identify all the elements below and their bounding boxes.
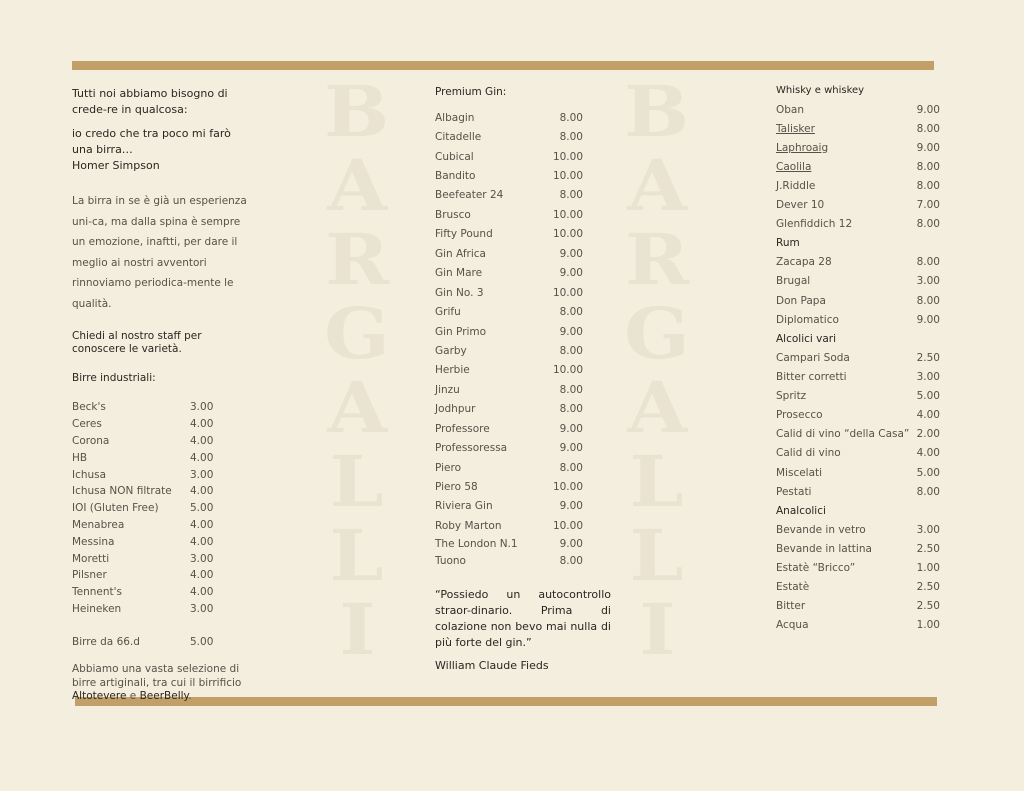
beer-price: 3.00	[190, 602, 214, 615]
watermark-letter: G	[324, 292, 390, 375]
spirit-row	[776, 176, 940, 195]
beer-price: 4.00	[190, 451, 214, 464]
spirit-row	[776, 520, 940, 539]
gin-name: Gin Mare	[435, 267, 483, 280]
gin-name: Grifu	[435, 306, 461, 319]
spirit-price: 4.00	[916, 409, 940, 422]
homer-quote	[72, 86, 250, 174]
watermark-left	[312, 70, 402, 671]
beer-row	[72, 483, 250, 500]
gin-name: Cubical	[435, 150, 474, 163]
gin-name: Piero 58	[435, 481, 478, 494]
spirit-row	[776, 157, 940, 176]
spirit-price: 3.00	[916, 275, 940, 288]
spirit-price: 8.00	[916, 218, 940, 231]
spirit-name: Estatè “Bricco”	[776, 562, 856, 575]
watermark-letter: L	[629, 440, 685, 523]
gin-row	[435, 166, 611, 185]
gin-name: Albagin	[435, 111, 475, 124]
spirit-name: Caolila	[776, 160, 812, 173]
gin-price: 9.00	[559, 442, 583, 455]
beer-name: Menabrea	[72, 518, 125, 531]
gin-row	[435, 497, 611, 516]
gin-row	[435, 552, 611, 569]
beer-name: Pilsner	[72, 569, 107, 582]
watermark-letter: A	[327, 366, 387, 449]
gin-name: Citadelle	[435, 131, 482, 144]
beer-name: Messina	[72, 535, 115, 548]
beer-column	[72, 86, 250, 704]
gin-price: 8.00	[559, 554, 583, 567]
gin-name: Beefeater 24	[435, 189, 504, 202]
watermark-letter: R	[324, 218, 390, 301]
section-title: Rum	[776, 237, 800, 250]
beer-row	[72, 533, 250, 550]
spirit-name: Calid di vino	[776, 447, 841, 460]
spirit-name: Dever 10	[776, 199, 825, 212]
spirit-row	[776, 100, 940, 119]
spirit-price: 7.00	[916, 199, 940, 212]
beer-price: 3.00	[190, 401, 214, 414]
gin-name: Gin No. 3	[435, 286, 484, 299]
gin-column	[435, 86, 611, 672]
gin-price: 8.00	[559, 131, 583, 144]
gin-name: Brusco	[435, 208, 471, 221]
gin-row	[435, 438, 611, 457]
spirit-row	[776, 119, 940, 138]
watermark-right	[612, 70, 702, 671]
beer-price: 4.00	[190, 569, 214, 582]
gin-price: 9.00	[559, 267, 583, 280]
beer-price: 4.00	[190, 535, 214, 548]
beer-price: 5.00	[190, 502, 214, 515]
spirit-price: 4.00	[916, 447, 940, 460]
gin-price: 9.00	[559, 325, 583, 338]
craft-beer-note	[72, 663, 250, 704]
gin-price: 10.00	[552, 228, 583, 241]
gin-row	[435, 516, 611, 535]
watermark-letter: I	[338, 588, 376, 671]
gin-name: Herbie	[435, 364, 470, 377]
spirit-price: 2.50	[916, 581, 940, 594]
spirit-row	[776, 368, 940, 387]
watermark-letter: L	[329, 514, 385, 597]
gin-row	[435, 380, 611, 399]
gin-price: 8.00	[559, 189, 583, 202]
gin-price: 8.00	[559, 111, 583, 124]
gin-price: 9.00	[559, 500, 583, 513]
spirit-row	[776, 444, 940, 463]
craft-brand-beerbelly: BeerBelly	[139, 690, 189, 703]
spirit-row	[776, 578, 940, 597]
watermark-letter: B	[624, 70, 690, 153]
spirit-row	[776, 616, 940, 635]
gin-quote: “Possiedo un autocontrollo straor-dinario. Prima di colazione non bevo mai nulla di più forte del gin.”	[435, 588, 611, 649]
spirit-row	[776, 539, 940, 558]
beer-row	[72, 399, 250, 416]
spirit-name: Prosecco	[776, 409, 823, 422]
gin-name: The London N.1	[435, 537, 518, 550]
spirit-row	[776, 482, 940, 501]
gin-row	[435, 283, 611, 302]
watermark-letter: G	[624, 292, 690, 375]
gin-row	[435, 361, 611, 380]
gin-price: 10.00	[552, 170, 583, 183]
spirit-price: 8.00	[916, 256, 940, 269]
beer-row	[72, 601, 250, 618]
gin-heading: Premium Gin:	[435, 86, 507, 98]
gin-name: Tuono	[435, 554, 466, 567]
spirit-price: 2.50	[916, 351, 940, 364]
spirit-price: 8.00	[916, 294, 940, 307]
spirit-name: Zacapa 28	[776, 256, 832, 269]
spirit-price: 5.00	[916, 466, 940, 479]
gin-row	[435, 108, 611, 127]
gin-name: Jinzu	[435, 383, 460, 396]
gin-price: 8.00	[559, 344, 583, 357]
spirit-price: 8.00	[916, 122, 940, 135]
spirit-name: Glenfiddich 12	[776, 218, 853, 231]
gin-price: 9.00	[559, 537, 583, 550]
gin-row	[435, 147, 611, 166]
spirits-column	[776, 84, 940, 635]
spirit-row	[776, 272, 940, 291]
spirit-name: Don Papa	[776, 294, 826, 307]
gin-price: 10.00	[552, 364, 583, 377]
gin-name: Roby Marton	[435, 519, 502, 532]
gin-row	[435, 225, 611, 244]
gin-list	[435, 108, 611, 569]
watermark-letter: L	[329, 440, 385, 523]
spirit-row	[776, 291, 940, 310]
gin-row	[435, 477, 611, 496]
gin-name: Fifty Pound	[435, 228, 493, 241]
gin-name: Garby	[435, 344, 467, 357]
gin-price: 10.00	[552, 208, 583, 221]
spirit-name: Brugal	[776, 275, 811, 288]
beer-price: 4.00	[190, 518, 214, 531]
spirit-row	[776, 425, 940, 444]
spirit-row	[776, 253, 940, 272]
craft-text: Abbiamo una vasta selezione di birre artiginali, tra cui il birrificio	[72, 663, 242, 689]
staff-note: Chiedi al nostro staff per conoscere le varietà.	[72, 330, 202, 355]
spirit-row	[776, 463, 940, 482]
spirit-row	[776, 138, 940, 157]
watermark-letter: A	[627, 366, 687, 449]
spirit-price: 3.00	[916, 523, 940, 536]
spirit-name: Calid di vino “della Casa”	[776, 428, 910, 441]
beer-name: Ceres	[72, 418, 102, 431]
section-title: Whisky e whiskey	[776, 85, 865, 96]
top-divider-bar	[72, 61, 934, 70]
spirit-price: 2.50	[916, 600, 940, 613]
beer-price: 3.00	[190, 468, 214, 481]
beer-row	[72, 500, 250, 517]
gin-name: Piero	[435, 461, 461, 474]
beer-row	[72, 416, 250, 433]
gin-price: 8.00	[559, 461, 583, 474]
quote-line-2: io credo che tra poco mi farò una birra…	[72, 127, 231, 156]
beer-price: 4.00	[190, 485, 214, 498]
gin-name: Bandito	[435, 170, 476, 183]
spirit-row	[776, 559, 940, 578]
watermark-letter: B	[324, 70, 390, 153]
spirit-price: 9.00	[916, 141, 940, 154]
spirit-price: 8.00	[916, 160, 940, 173]
gin-price: 8.00	[559, 383, 583, 396]
beer-name: Moretti	[72, 552, 110, 565]
gin-quote-author: William Claude Fieds	[435, 659, 549, 672]
gin-name: Jodhpur	[435, 403, 476, 416]
spirit-name: Campari Soda	[776, 351, 850, 364]
spirit-row	[776, 215, 940, 234]
beer-price: 4.00	[190, 418, 214, 431]
gin-price: 8.00	[559, 403, 583, 416]
draft-name: Birre da 66.d	[72, 635, 140, 648]
gin-row	[435, 458, 611, 477]
spirit-price: 2.00	[916, 428, 940, 441]
gin-row	[435, 302, 611, 321]
beer-row	[72, 466, 250, 483]
spirit-price: 9.00	[916, 313, 940, 326]
draft-price: 5.00	[190, 635, 214, 648]
spirit-name: Oban	[776, 103, 805, 116]
quote-line-1: Tutti noi abbiamo bisogno di crede-re in qualcosa:	[72, 87, 228, 116]
beers-heading: Birre industriali:	[72, 372, 156, 384]
beer-row	[72, 433, 250, 450]
spirit-price: 2.50	[916, 542, 940, 555]
gin-price: 10.00	[552, 519, 583, 532]
gin-row	[435, 322, 611, 341]
spirit-name: J.Riddle	[776, 179, 816, 192]
spirit-name: Talisker	[776, 122, 815, 135]
spirit-name: Diplomatico	[776, 313, 839, 326]
beer-name: Heineken	[72, 602, 122, 615]
spirit-price: 8.00	[916, 179, 940, 192]
spirit-name: Bitter corretti	[776, 371, 847, 384]
gin-name: Professoressa	[435, 442, 508, 455]
beer-row	[72, 584, 250, 601]
gin-price: 10.00	[552, 286, 583, 299]
spirit-name: Bevande in vetro	[776, 523, 866, 536]
spirit-name: Bevande in lattina	[776, 542, 872, 555]
watermark-letter: I	[638, 588, 676, 671]
gin-row	[435, 244, 611, 263]
watermark-letter: R	[624, 218, 690, 301]
spirit-name: Spritz	[776, 390, 807, 403]
spirit-row	[776, 310, 940, 329]
beer-name: IOI (Gluten Free)	[72, 502, 159, 515]
beer-name: Corona	[72, 434, 110, 447]
spirit-price: 5.00	[916, 390, 940, 403]
beer-row	[72, 567, 250, 584]
beer-row	[72, 517, 250, 534]
gin-name: Riviera Gin	[435, 500, 493, 513]
gin-price: 10.00	[552, 481, 583, 494]
draft-beer-row	[72, 633, 250, 650]
beer-name: Beck's	[72, 401, 106, 414]
spirit-name: Bitter	[776, 600, 806, 613]
spirit-row	[776, 348, 940, 367]
watermark-letter: L	[629, 514, 685, 597]
spirit-row	[776, 195, 940, 214]
gin-name: Professore	[435, 422, 490, 435]
craft-end: .	[188, 690, 192, 703]
watermark-letter: A	[627, 144, 687, 227]
gin-price: 9.00	[559, 422, 583, 435]
beer-name: HB	[72, 451, 88, 464]
gin-row	[435, 264, 611, 283]
spirit-row	[776, 387, 940, 406]
watermark-letter: A	[327, 144, 387, 227]
gin-row	[435, 341, 611, 360]
gin-price: 9.00	[559, 247, 583, 260]
beer-price: 4.00	[190, 434, 214, 447]
spirit-name: Estatè	[776, 581, 810, 594]
gin-row	[435, 419, 611, 438]
beer-intro-text: La birra in se è già un esperienza uni-ca, ma dalla spina è sempre un emozione, inaftti, per dare il meglio ai nostri avventori rinnoviamo periodica-mente le qualità.	[72, 195, 247, 310]
gin-name: Gin Africa	[435, 247, 486, 260]
beer-list	[72, 399, 250, 617]
spirit-name: Pestati	[776, 485, 812, 498]
gin-row	[435, 186, 611, 205]
beer-row	[72, 550, 250, 567]
gin-row	[435, 400, 611, 419]
craft-brand-altotevere: Altotevere	[72, 690, 127, 703]
spirit-price: 1.00	[916, 562, 940, 575]
beer-row	[72, 449, 250, 466]
gin-row	[435, 205, 611, 224]
quote-author: Homer Simpson	[72, 159, 160, 172]
spirit-row	[776, 406, 940, 425]
spirit-price: 1.00	[916, 619, 940, 632]
gin-row	[435, 536, 611, 553]
section-title: Alcolici vari	[776, 332, 837, 345]
gin-row	[435, 127, 611, 146]
spirit-price: 9.00	[916, 103, 940, 116]
gin-name: Gin Primo	[435, 325, 487, 338]
craft-and: e	[126, 690, 140, 703]
beer-price: 3.00	[190, 552, 214, 565]
spirit-name: Laphroaig	[776, 141, 829, 154]
beer-price: 4.00	[190, 586, 214, 599]
spirit-price: 3.00	[916, 371, 940, 384]
spirit-price: 8.00	[916, 485, 940, 498]
section-title: Analcolici	[776, 504, 826, 517]
spirit-name: Acqua	[776, 619, 809, 632]
beer-name: Ichusa	[72, 468, 107, 481]
spirit-row	[776, 597, 940, 616]
spirit-name: Miscelati	[776, 466, 823, 479]
gin-price: 8.00	[559, 306, 583, 319]
beer-name: Tennent's	[72, 586, 122, 599]
gin-price: 10.00	[552, 150, 583, 163]
beer-name: Ichusa NON filtrate	[72, 485, 172, 498]
